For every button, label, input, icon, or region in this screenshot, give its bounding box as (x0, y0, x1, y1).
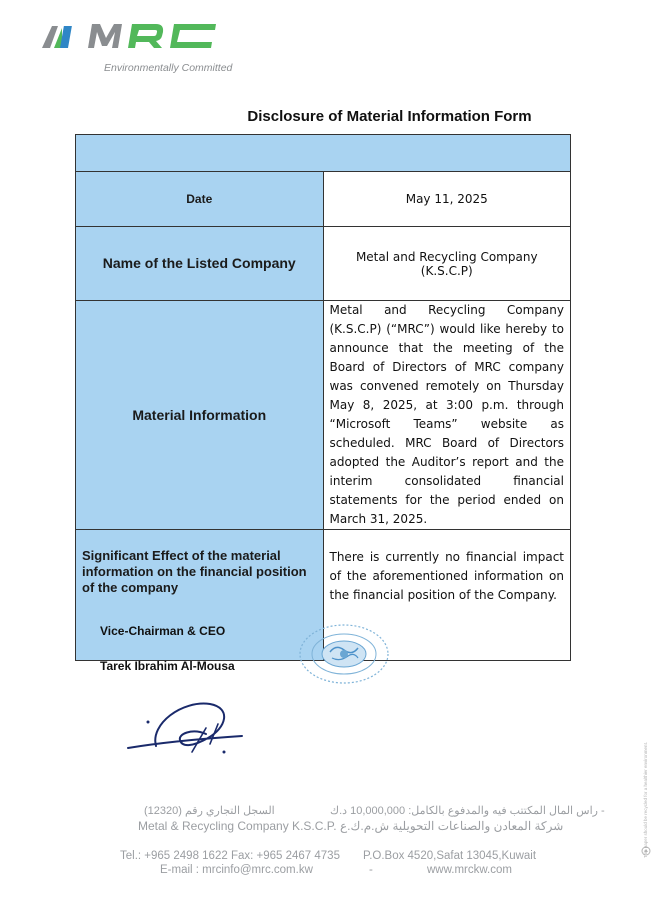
eco-note: This paper should be recycled for a healthier environment. (643, 741, 648, 858)
footer-pobox: P.O.Box 4520,Safat 13045,Kuwait (363, 850, 537, 862)
footer-company-en: Metal & Recycling Company K.S.C.P. (138, 819, 337, 833)
date-label: Date (76, 172, 324, 227)
significant-effect-label: Significant Effect of the material information on the financial position of the company (76, 530, 324, 661)
footer-arabic-capital: راس المال المكتتب فيه والمدفوع بالكامل: 10,000,000 د.ك - (330, 805, 605, 817)
date-value: May 11, 2025 (323, 172, 571, 227)
signatory-title: Vice-Chairman & CEO (100, 624, 226, 638)
footer-tel-fax: Tel.: +965 2498 1622 Fax: +965 2467 4735 (120, 850, 340, 862)
signatory-name: Tarek Ibrahim Al-Mousa (100, 659, 235, 673)
material-info-label: Material Information (76, 301, 324, 530)
disclosure-table (75, 134, 571, 661)
company-label: Name of the Listed Company (76, 227, 324, 301)
table-header-row (76, 135, 571, 172)
material-info-value: Metal and Recycling Company (K.S.C.P) (“MRC”) would like hereby to announce that the meeting of the Board of Directors of MRC company was convened remotely on Thursday May 8, 2025, at 3:00 p.m. through “Microsoft Teams” website as scheduled. MRC Board of Directors adopted the Auditor’s report and the interim consolidated financial statements for the period ended on March 31, 2025. (323, 301, 571, 530)
footer-arabic-register: السجل التجاري رقم (12320) (144, 805, 275, 817)
footer-company-ar: شركة المعادن والصناعات التحويلية ش.م.ك.ع (340, 819, 564, 833)
form-title: Disclosure of Material Information Form (247, 108, 532, 125)
table-header-band (76, 135, 571, 172)
mrc-logo-mark (40, 14, 240, 66)
footer-email: E-mail : mrcinfo@mrc.com.kw (160, 864, 313, 876)
table-row-material-info (76, 301, 571, 530)
footer-website: www.mrckw.com (427, 864, 512, 876)
table-row-date (76, 172, 571, 227)
significant-effect-value: There is currently no financial impact of the aforementioned information on the financial position of the Company. (323, 530, 571, 661)
logo-tagline: Environmentally Committed (104, 62, 233, 74)
company-value: Metal and Recycling Company (K.S.C.P) (323, 227, 571, 301)
table-row-company (76, 227, 571, 301)
handwritten-signature (122, 694, 262, 764)
mrc-logo (40, 14, 240, 84)
footer-separator: - (369, 864, 373, 876)
company-seal-icon (296, 622, 392, 686)
